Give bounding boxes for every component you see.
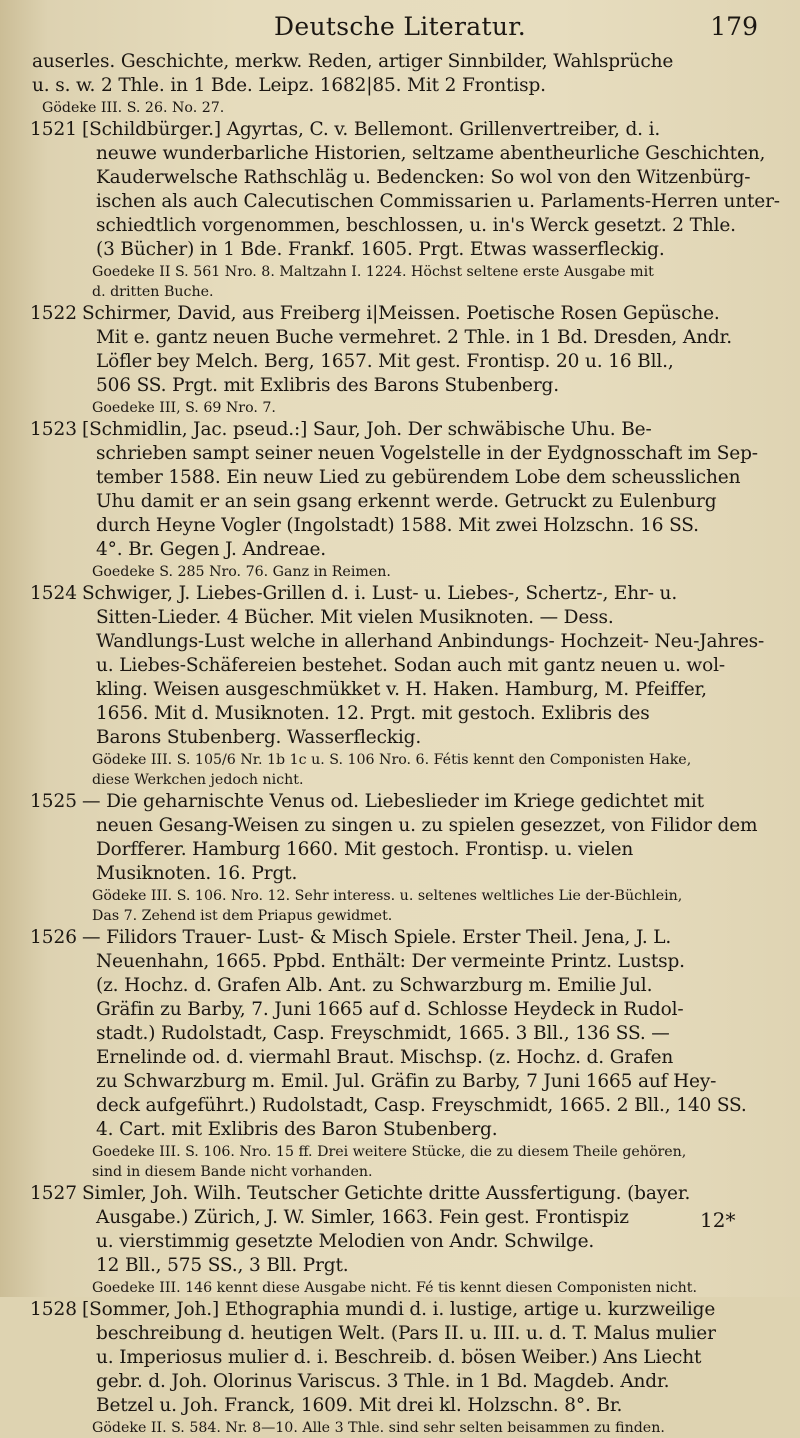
- entry-line: kling. Weisen ausgeschmükket v. H. Haken. Hamburg, M. Pfeiffer,: [96, 679, 707, 700]
- entry-line: Simler, Joh. Wilh. Teutscher Getichte dritte Aussfertigung. (bayer.: [82, 1183, 691, 1204]
- entry-note: Goedeke II S. 561 Nro. 8. Maltzahn I. 1224. Höchst seltene erste Ausgabe mit: [92, 264, 654, 280]
- entry-line: Neuenhahn, 1665. Ppbd. Enthält: Der vermeinte Printz. Lustsp.: [96, 951, 685, 972]
- entry-number: 1523: [30, 419, 78, 440]
- catalog-entry: [30, 418, 760, 582]
- entry-number: 1528: [30, 1299, 78, 1320]
- catalog-entry: [30, 926, 760, 1182]
- page-header: [0, 12, 800, 46]
- entry-line: 4°. Br. Gegen J. Andreae.: [96, 539, 327, 560]
- entry-line: Gräfin zu Barby, 7. Juni 1665 auf d. Schlosse Heydeck in Rudol-: [96, 999, 684, 1020]
- entry-note: Goedeke III. 146 kennt diese Ausgabe nicht. Fé tis kennt diesen Componisten nicht.: [92, 1280, 697, 1296]
- entry-line: Musiknoten. 16. Prgt.: [96, 863, 298, 884]
- entry-line: beschreibung d. heutigen Welt. (Pars II. u. III. u. d. T. Malus mulier: [96, 1323, 716, 1344]
- entry-line: schiedtlich vorgenommen, beschlossen, u. in's Werck gesetzt. 2 Thle.: [96, 215, 736, 236]
- entry-line: 4. Cart. mit Exlibris des Baron Stubenberg.: [96, 1119, 498, 1140]
- entry-note: Das 7. Zehend ist dem Priapus gewidmet.: [92, 908, 393, 924]
- entry-line: Barons Stubenberg. Wasserfleckig.: [96, 727, 422, 748]
- entry-line: tember 1588. Ein neuw Lied zu gebürendem Lobe dem scheusslichen: [96, 467, 741, 488]
- catalog-entry: [30, 1298, 760, 1438]
- entry-line: Kauderwelsche Rathschläg u. Bedencken: So wol von den Witzenbürg-: [96, 167, 751, 188]
- entry-line: Ernelinde od. d. viermahl Braut. Mischsp. (z. Hochz. d. Grafen: [96, 1047, 674, 1068]
- entry-line: Schwiger, J. Liebes-Grillen d. i. Lust- u. Liebes-, Schertz-, Ehr- u.: [82, 583, 678, 604]
- entry-line: [Sommer, Joh.] Ethographia mundi d. i. lustige, artige u. kurzweilige: [82, 1299, 716, 1320]
- entry-note: Goedeke III. S. 106. Nro. 15 ff. Drei weitere Stücke, die zu diesem Theile gehören,: [92, 1144, 687, 1160]
- entry-number: 1525: [30, 791, 78, 812]
- entry-line: [Schildbürger.] Agyrtas, C. v. Bellemont. Grillenvertreiber, d. i.: [82, 119, 661, 140]
- entry-line: (z. Hochz. d. Grafen Alb. Ant. zu Schwarzburg m. Emilie Jul.: [96, 975, 653, 996]
- page-number: 179: [710, 12, 758, 41]
- entry-line: zu Schwarzburg m. Emil. Jul. Gräfin zu Barby, 7 Juni 1665 auf Hey-: [96, 1071, 717, 1092]
- entry-line: Ausgabe.) Zürich, J. W. Simler, 1663. Fein gest. Frontispiz: [96, 1207, 629, 1228]
- catalog-entry: [30, 118, 780, 302]
- entry-line: 506 SS. Prgt. mit Exlibris des Barons Stubenberg.: [96, 375, 559, 396]
- catalog-entry-continuation: [30, 50, 760, 118]
- entry-line: [Schmidlin, Jac. pseud.:] Saur, Joh. Der schwäbische Uhu. Be-: [82, 419, 652, 440]
- entry-note: Gödeke II. S. 584. Nr. 8—10. Alle 3 Thle. sind sehr selten beisammen zu finden.: [92, 1420, 665, 1436]
- entry-note: d. dritten Buche.: [92, 284, 214, 300]
- catalog-body: [30, 50, 780, 1438]
- entry-line: Schirmer, David, aus Freiberg i|Meissen. Poetische Rosen Gepüsche.: [82, 303, 720, 324]
- entry-number: 1527: [30, 1183, 78, 1204]
- entry-line: (3 Bücher) in 1 Bde. Frankf. 1605. Prgt. Etwas wasserfleckig.: [96, 239, 665, 260]
- entry-line: durch Heyne Vogler (Ingolstadt) 1588. Mit zwei Holzschn. 16 SS.: [96, 515, 699, 536]
- running-title: Deutsche Literatur.: [274, 12, 526, 41]
- entry-line: u. Imperiosus mulier d. i. Beschreib. d. bösen Weiber.) Ans Liecht: [96, 1347, 702, 1368]
- entry-line: 12 Bll., 575 SS., 3 Bll. Prgt.: [96, 1255, 349, 1276]
- entry-line: 1656. Mit d. Musiknoten. 12. Prgt. mit gestoch. Exlibris des: [96, 703, 650, 724]
- entry-line: schrieben sampt seiner neuen Vogelstelle in der Eydgnosschaft im Sep-: [96, 443, 758, 464]
- entry-note: Gödeke III. S. 105/6 Nr. 1b 1c u. S. 106 Nro. 6. Fétis kennt den Componisten Hake,: [92, 752, 692, 768]
- signature-mark: 12*: [700, 1208, 736, 1232]
- entry-number: 1522: [30, 303, 78, 324]
- entry-line: u. Liebes-Schäfereien bestehet. Sodan auch mit gantz neuen u. wol-: [96, 655, 725, 676]
- entry-number: 1524: [30, 583, 78, 604]
- entry-line: auserles. Geschichte, merkw. Reden, artiger Sinnbilder, Wahlsprüche: [32, 51, 674, 72]
- catalog-entry: [30, 1182, 760, 1298]
- entry-line: gebr. d. Joh. Olorinus Variscus. 3 Thle. in 1 Bd. Magdeb. Andr.: [96, 1371, 670, 1392]
- entry-number: 1526: [30, 927, 78, 948]
- entry-line: Wandlungs-Lust welche in allerhand Anbindungs- Hochzeit- Neu-Jahres-: [96, 631, 765, 652]
- entry-line: ischen als auch Calecutischen Commissarien u. Parlaments-Herren unter-: [96, 191, 780, 212]
- entry-note: sind in diesem Bande nicht vorhanden.: [92, 1164, 373, 1180]
- entry-line: Löfler bey Melch. Berg, 1657. Mit gest. Frontisp. 20 u. 16 Bll.,: [96, 351, 674, 372]
- entry-note: Goedeke III, S. 69 Nro. 7.: [92, 400, 276, 416]
- catalog-entry: [30, 302, 760, 418]
- entry-line: deck aufgeführt.) Rudolstadt, Casp. Freyschmidt, 1665. 2 Bll., 140 SS.: [96, 1095, 747, 1116]
- entry-line: Sitten-Lieder. 4 Bücher. Mit vielen Musiknoten. — Dess.: [96, 607, 614, 628]
- entry-line: Betzel u. Joh. Franck, 1609. Mit drei kl. Holzschn. 8°. Br.: [96, 1395, 623, 1416]
- catalog-entry: [30, 582, 765, 790]
- entry-line: u. vierstimmig gesetzte Melodien von Andr. Schwilge.: [96, 1231, 595, 1252]
- entry-line: stadt.) Rudolstadt, Casp. Freyschmidt, 1665. 3 Bll., 136 SS. —: [96, 1023, 670, 1044]
- entry-note: Gödeke III. S. 106. Nro. 12. Sehr interess. u. seltenes weltliches Lie der-Büchlein,: [92, 888, 683, 904]
- entry-line: Dorfferer. Hamburg 1660. Mit gestoch. Frontisp. u. vielen: [96, 839, 634, 860]
- catalog-entry: [30, 790, 760, 926]
- entry-line: — Filidors Trauer- Lust- & Misch Spiele. Erster Theil. Jena, J. L.: [82, 927, 672, 948]
- entry-note: Goedeke S. 285 Nro. 76. Ganz in Reimen.: [92, 564, 391, 580]
- entry-line: neuwe wunderbarliche Historien, seltzame abentheurliche Geschichten,: [96, 143, 766, 164]
- entry-line: neuen Gesang-Weisen zu singen u. zu spielen gesezzet, von Filidor dem: [96, 815, 758, 836]
- entry-line: Uhu damit er an sein gsang erkennt werde. Getruckt zu Eulenburg: [96, 491, 717, 512]
- entry-text: [32, 50, 760, 98]
- entry-note: Gödeke III. S. 26. No. 27.: [42, 100, 225, 116]
- entry-number: 1521: [30, 119, 78, 140]
- entry-line: — Die geharnischte Venus od. Liebeslieder im Kriege gedichtet mit: [82, 791, 704, 812]
- entry-note: diese Werkchen jedoch nicht.: [92, 772, 304, 788]
- entry-line: Mit e. gantz neuen Buche vermehret. 2 Thle. in 1 Bd. Dresden, Andr.: [96, 327, 732, 348]
- entry-line: u. s. w. 2 Thle. in 1 Bde. Leipz. 1682|85. Mit 2 Frontisp.: [32, 75, 546, 96]
